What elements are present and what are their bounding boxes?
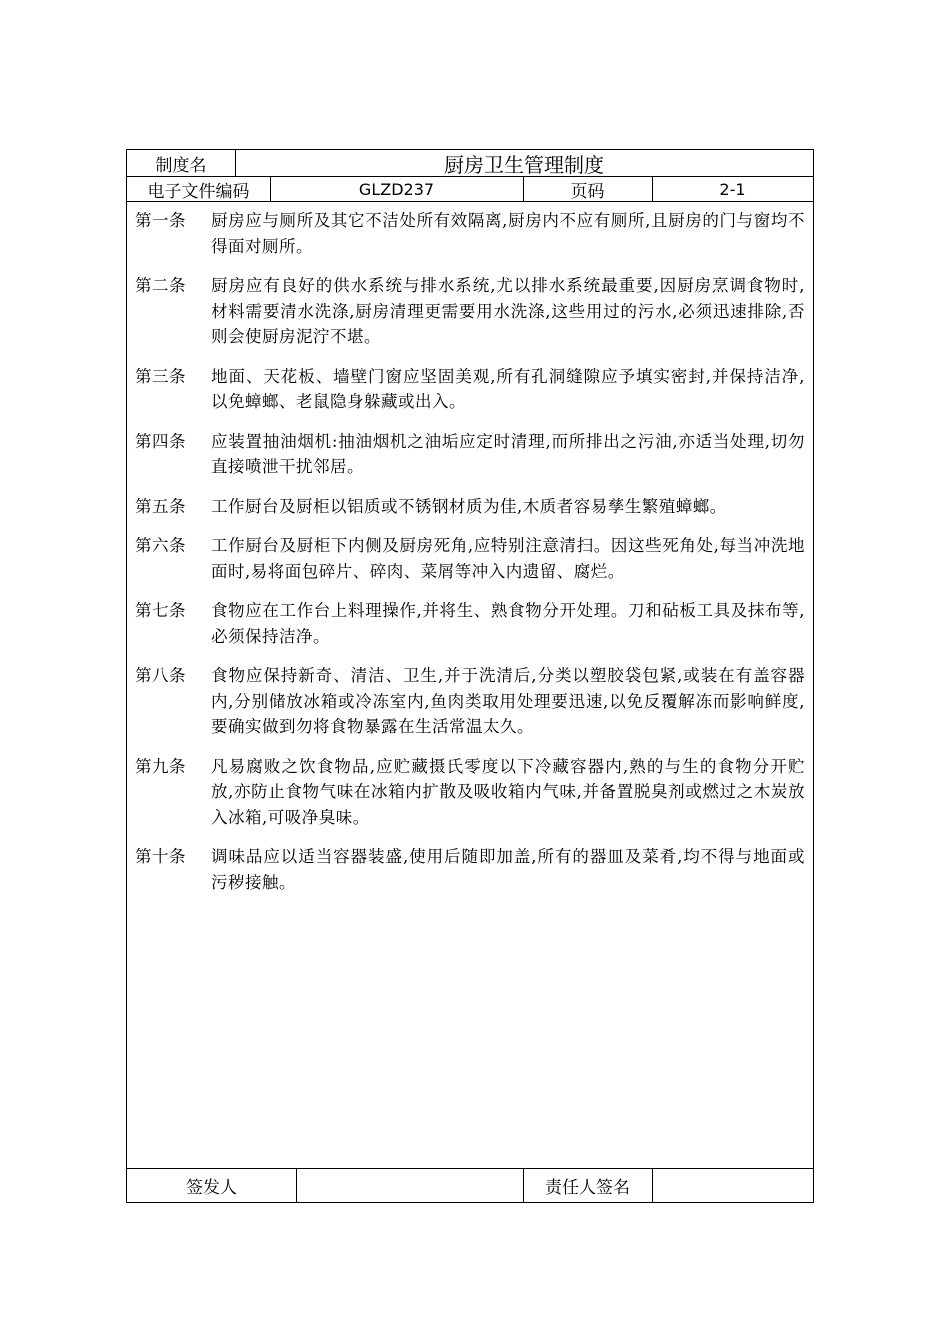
name-label: 制度名 [155, 155, 207, 176]
article-label: 第六条 [135, 536, 186, 555]
page-value: 2-1 [719, 179, 746, 199]
document-title: 厨房卫生管理制度 [444, 152, 604, 177]
article-label: 第五条 [135, 496, 186, 516]
article-text: 地面、天花板、墙壁门窗应坚固美观,所有孔洞缝隙应予填实密封,并保持洁净,以免蟑螂、老鼠隐身躲藏或出入。 [211, 366, 805, 411]
article-label: 第二条 [135, 276, 186, 295]
article [135, 663, 805, 740]
code-value: GLZD237 [358, 179, 435, 199]
issuer-signature-field[interactable] [296, 1169, 523, 1202]
divider [127, 201, 813, 202]
article-text: 食物应在工作台上料理操作,并将生、熟食物分开处理。刀和砧板工具及抹布等,必须保持洁净。 [211, 601, 805, 646]
article-text: 工作厨台及厨柜下内侧及厨房死角,应特别注意清扫。因这些死角处,每当冲洗地面时,易将面包碎片、碎肉、菜屑等冲入内遗留、腐烂。 [211, 536, 805, 581]
article [135, 533, 805, 584]
responsible-label: 责任人签名 [545, 1178, 630, 1198]
article-label: 第七条 [135, 601, 186, 620]
article [135, 494, 805, 520]
regulation-form [126, 149, 814, 1203]
page-label: 页码 [570, 181, 605, 202]
article-label: 第十条 [135, 847, 186, 866]
responsible-signature-field[interactable] [652, 1169, 813, 1202]
article [135, 844, 805, 895]
article-text: 凡易腐败之饮食物品,应贮藏摄氏零度以下冷藏容器内,熟的与生的食物分开贮放,亦防止食物气味在冰箱内扩散及吸收箱内气味,并备置脱臭剂或燃过之木炭放入冰箱,可吸净臭味。 [211, 756, 805, 827]
article-label: 第一条 [135, 211, 186, 230]
article [135, 273, 805, 350]
article [135, 364, 805, 415]
article-text: 食物应保持新奇、清洁、卫生,并于洗清后,分类以塑胶袋包紧,或装在有盖容器内,分别储放冰箱或冷冻室内,鱼肉类取用处理要迅速,以免反覆解冻而影响鲜度,要确实做到勿将食物暴露在生活常温太久。 [211, 666, 805, 736]
divider [235, 150, 236, 176]
articles-body [135, 208, 805, 909]
article-text: 厨房应与厕所及其它不洁处所有效隔离,厨房内不应有厕所,且厨房的门与窗均不得面对厕所。 [211, 211, 805, 256]
article-text: 工作厨台及厨柜以铝质或不锈钢材质为佳,木质者容易孳生繁殖蟑螂。 [211, 496, 727, 516]
article-text: 调味品应以适当容器装盛,使用后随即加盖,所有的器皿及菜肴,均不得与地面或污秽接触。 [211, 847, 805, 892]
code-label: 电子文件编码 [147, 181, 250, 202]
article [135, 208, 805, 259]
article-label: 第三条 [135, 366, 186, 386]
article [135, 754, 805, 831]
article-label: 第四条 [135, 431, 186, 451]
article-text: 厨房应有良好的供水系统与排水系统,尤以排水系统最重要,因厨房烹调食物时,材料需要清水洗涤,厨房清理更需要用水洗涤,这些用过的污水,必须迅速排除,否则会使厨房泥泞不堪。 [211, 276, 805, 346]
article [135, 429, 805, 480]
article-label: 第九条 [135, 756, 186, 776]
issuer-label: 签发人 [186, 1178, 237, 1198]
article-label: 第八条 [135, 666, 186, 685]
article-text: 应装置抽油烟机:抽油烟机之油垢应定时清理,而所排出之污油,亦适当处理,切勿直接喷泄干扰邻居。 [211, 431, 805, 476]
article [135, 598, 805, 649]
